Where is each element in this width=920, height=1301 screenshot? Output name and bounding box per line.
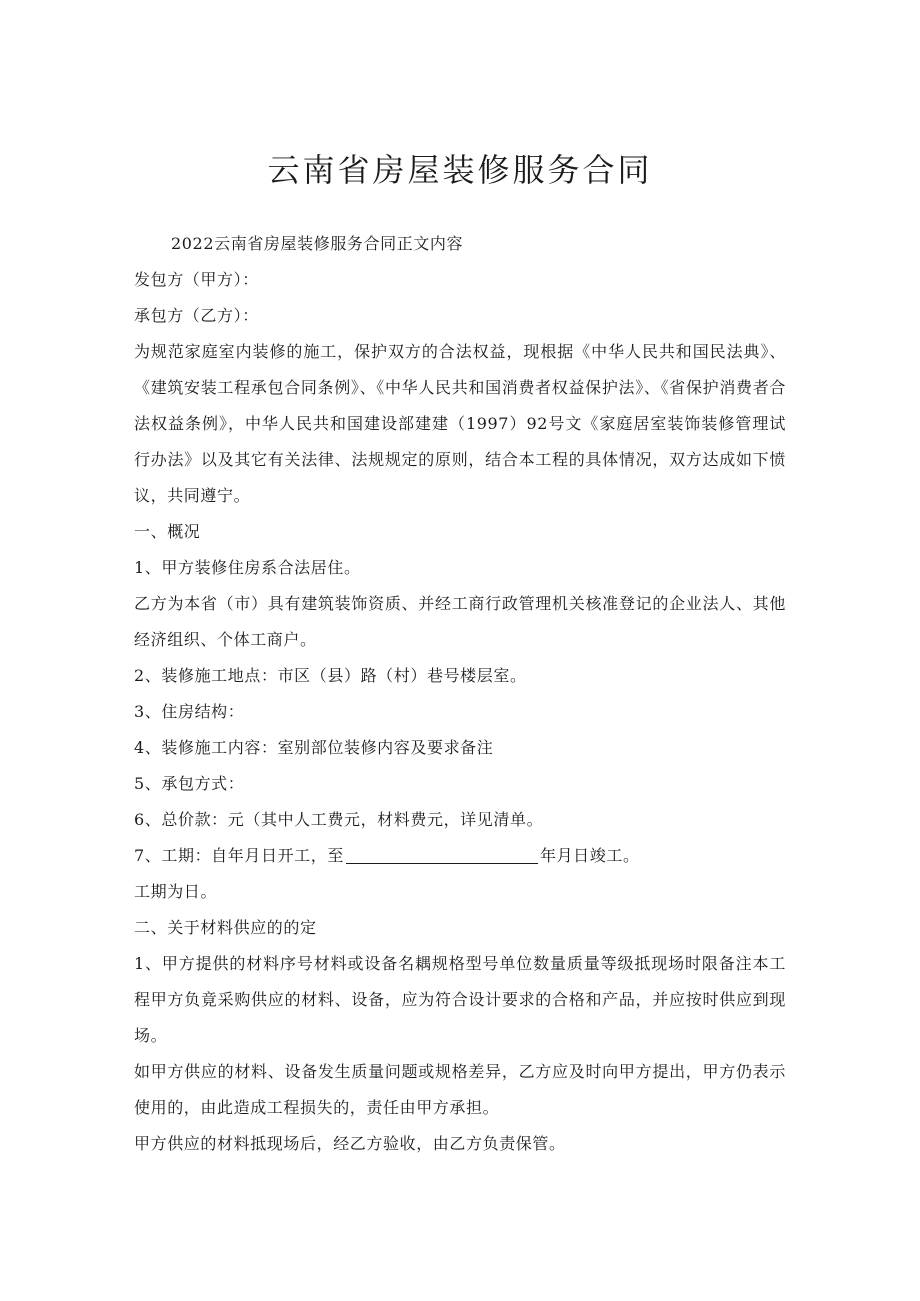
section-1-item-5: 5、承包方式： [134, 774, 245, 793]
section-1-item-2: 2、装修施工地点：市区（县）路（村）巷号楼层室。 [134, 666, 527, 685]
section-2-item-1c: 甲方供应的材料抵现场后，经乙方验收，由乙方负责保管。 [134, 1134, 566, 1153]
section-2-item-1b: 如甲方供应的材料、设备发生质量问题或规格差异，乙方应及时向甲方提出，甲方仍表示使用的，由此造成工程损失的，责任由甲方承担。 [134, 1062, 786, 1117]
party-a-line: 发包方（甲方）： [134, 270, 259, 289]
section-1-item-4: 4、装修施工内容：室别部位装修内容及要求备注 [134, 738, 494, 757]
section-1-item-3: 3、住房结构： [134, 702, 245, 721]
section-1-item-7b: 工期为日。 [134, 882, 218, 901]
party-b-line: 承包方（乙方）： [134, 306, 259, 325]
item-7-prefix: 7、工期：自年月日开工，至 [134, 846, 344, 865]
section-1-heading: 一、概况 [134, 522, 201, 541]
subtitle: 2022云南省房屋装修服务合同正文内容 [171, 234, 464, 253]
section-2-heading: 二、关于材料供应的的定 [134, 918, 317, 937]
document-body [134, 226, 786, 1162]
item-7-suffix: 年月日竣工。 [539, 846, 640, 865]
section-1-item-6: 6、总价款：元（其中人工费元，材料费元，详见清单。 [134, 810, 544, 829]
section-1-item-7 [134, 838, 786, 874]
document-title: 云南省房屋装修服务合同 [267, 151, 653, 189]
section-1-item-1: 1、甲方装修住房系合法居住。 [134, 558, 361, 577]
section-2-item-1: 1、甲方提供的材料序号材料或设备名耦规格型号单位数量质量等级抵现场时限备注本工程甲方负竟采购供应的材料、设备，应为符合设计要求的合格和产品，并应按时供应到现场。 [134, 954, 786, 1045]
preamble-paragraph: 为规范家庭室内装修的施工，保护双方的合法权益，现根据《中华人民共和国民法典》、《建筑安装工程承包合同条例》、《中华人民共和国消费者权益保护法》、《省保护消费者合法权益条例》，中华人民共和国建设部建建（1997）92号文《家庭居室装饰装修管理试行办法》以及其它有关法律、法规规定的原则，结合本工程的具体情况，双方达成如下愤议，共同遵宁。 [134, 342, 786, 505]
section-1-item-1b: 乙方为本省（市）具有建筑装饰资质、并经工商行政管理机关核准登记的企业法人、其他经济组织、个体工商户。 [134, 594, 786, 649]
fill-in-blank [346, 845, 538, 864]
